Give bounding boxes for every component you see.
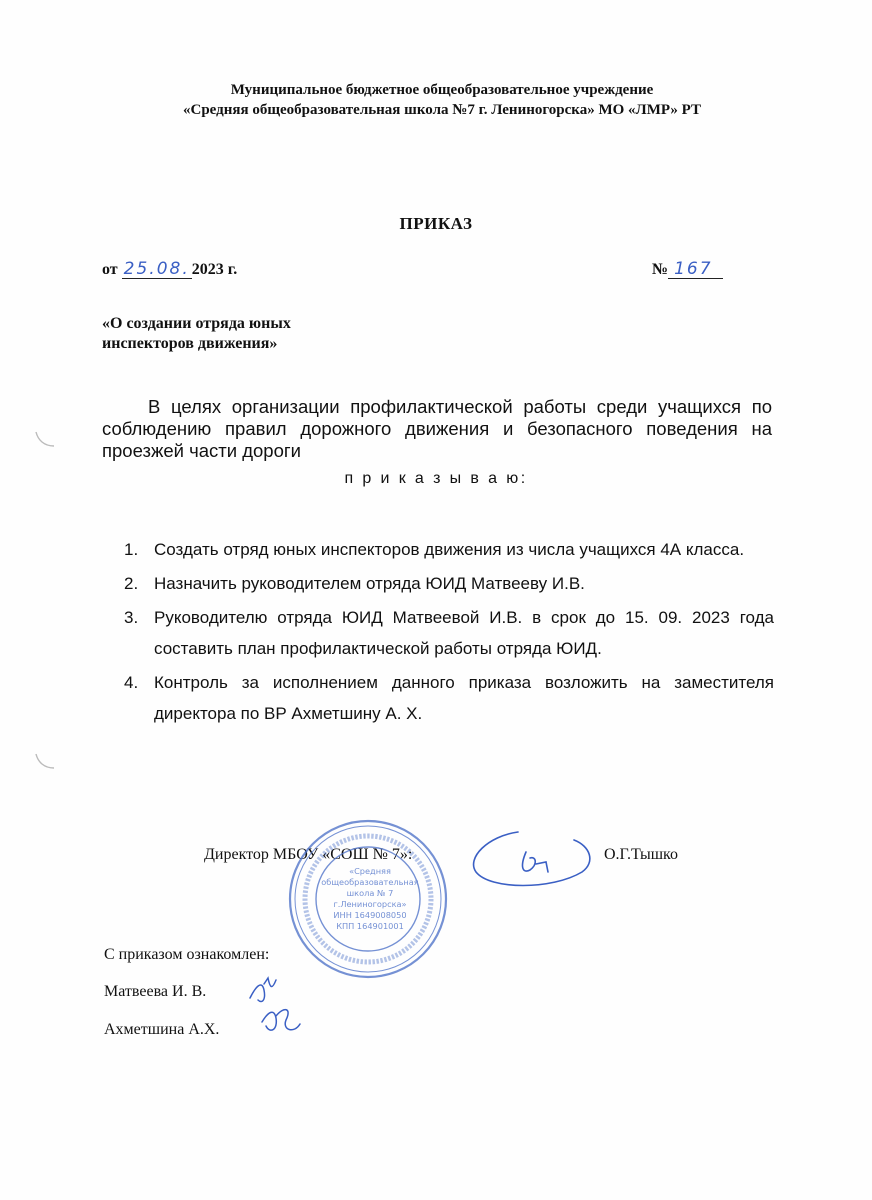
list-item (118, 534, 774, 565)
organization-name-line-2: «Средняя общеобразовательная школа №7 г. Лениногорска» МО «ЛМР» РТ (183, 102, 701, 118)
item-number: 4. (124, 673, 139, 692)
order-date (102, 260, 237, 279)
item-text: Назначить руководителем отряда ЮИД Матвееву И.В. (154, 574, 585, 593)
list-item (118, 568, 774, 599)
item-text: Создать отряд юных инспекторов движения из числа учащихся 4А класса. (154, 540, 745, 559)
organization-name-line-1: Муниципальное бюджетное общеобразовательное учреждение (230, 82, 654, 98)
document-title: ПРИКАЗ (399, 214, 473, 233)
item-text: Контроль за исполнением данного приказа возложить на заместителя директора по ВР Ахметшину А. Х. (154, 673, 774, 723)
stamp-outer-ring (290, 821, 446, 977)
order-word: п р и к а з ы в а ю: (344, 470, 528, 487)
director-position: Директор МБОУ «СОШ № 7»: (204, 846, 413, 863)
number-handwritten: 167 (668, 260, 722, 279)
date-handwritten: 25.08. (123, 259, 190, 279)
stamp-kpp: КПП 164901001 (336, 921, 404, 931)
list-item (118, 667, 774, 729)
number-prefix: № (652, 261, 669, 278)
list-item (118, 602, 774, 664)
item-number: 1. (124, 540, 139, 559)
stamp-line: г.Лениногорска» (333, 899, 407, 909)
stamp-line: «Средняя (349, 866, 391, 876)
stamp-line: общеобразовательная (321, 877, 419, 887)
acknowledgement-signatures (250, 978, 300, 1030)
item-number: 3. (124, 608, 139, 627)
date-suffix: 2023 г. (191, 261, 238, 278)
order-items-list (118, 534, 774, 732)
subject-line-2: инспекторов движения» (102, 335, 278, 352)
acknowledgement-person: Матвеева И. В. (104, 983, 207, 1000)
stamp-center-text (321, 866, 419, 931)
preamble-text: В целях организации профилактической работы среди учащихся по соблюдению правил дорожного движения и безопасного поведения на проезжей части дороги (102, 396, 772, 461)
item-text: Руководителю отряда ЮИД Матвеевой И.В. в срок до 15. 09. 2023 года составить план профилактической работы отряда ЮИД. (154, 608, 774, 658)
acknowledgement-person: Ахметшина А.Х. (104, 1021, 220, 1038)
preamble (102, 396, 772, 462)
item-number: 2. (124, 574, 139, 593)
subject-line-1: «О создании отряда юных (102, 315, 291, 332)
acknowledgement-label: С приказом ознакомлен: (104, 946, 270, 963)
order-subject (102, 314, 291, 354)
order-number (652, 260, 723, 279)
director-name: О.Г.Тышко (604, 846, 679, 863)
director-signature (474, 832, 590, 886)
date-prefix: от (102, 261, 118, 278)
stamp-inn: ИНН 1649008050 (333, 910, 407, 920)
stamp-line: школа № 7 (346, 888, 394, 898)
